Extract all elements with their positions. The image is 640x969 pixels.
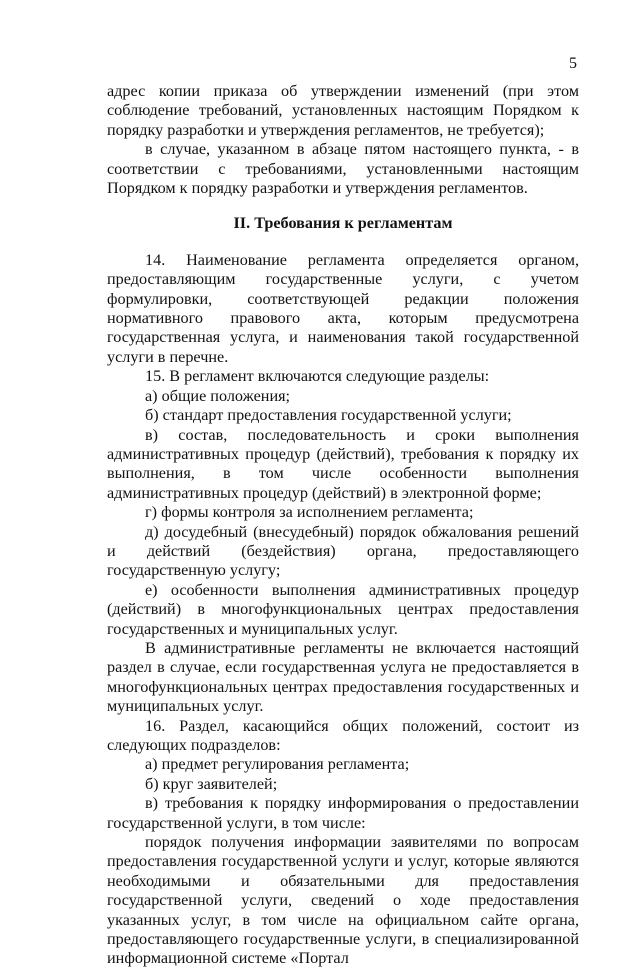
paragraph: в) состав, последовательность и сроки выполнения административных процедур (действий), требования к порядку их выполнения, в том числе особенности выполнения административных процедур (действий) в электронной форме; [107,425,579,502]
paragraph: порядок получения информации заявителями по вопросам предоставления государственной услуги и услуг, которые являются необходимыми и обязательными для предоставления государственной услуги, сведений о ходе предоставления указанных услуг, в том числе на официальном сайте органа, предоставляющего государственные услуги, в специализированной информационной системе «Портал [107,833,579,968]
paragraph: В административные регламенты не включается настоящий раздел в случае, если государственная услуга не предоставляется в многофункциональных центрах предоставления государственных и муниципальных услуг. [107,638,579,716]
paragraph: а) предмет регулирования регламента; [145,755,410,774]
paragraphs-before-section [107,82,579,198]
page-content [107,82,579,969]
paragraph: 15. В регламент включаются следующие разделы: [145,367,490,386]
paragraph: 16. Раздел, касающийся общих положений, состоит из следующих подразделов: [107,716,579,754]
section-title: II. Требования к регламентам [233,214,453,233]
paragraph: б) круг заявителей; [145,774,278,793]
paragraph: б) стандарт предоставления государственной услуги; [145,406,512,425]
paragraph: 14. Наименование регламента определяется органом, предоставляющим государственные услуги, с учетом формулировки, соответствующей редакции положения нормативного правового акта, которым предусмотрена государственная услуга, и наименования такой государственной услуги в перечне. [107,250,579,366]
page-number: 5 [569,55,577,72]
paragraph: в случае, указанном в абзаце пятом настоящего пункта, - в соответствии с требованиями, установленными настоящим Порядком к порядку разработки и утверждения регламентов. [107,140,579,198]
paragraph: в) требования к порядку информирования о предоставлении государственной услуги, в том числе: [107,794,579,832]
paragraph: г) формы контроля за исполнением регламента; [145,503,474,522]
paragraph: а) общие положения; [145,386,291,405]
paragraph: д) досудебный (внесудебный) порядок обжалования решений и действий (бездействия) органа, предоставляющего государственную услугу; [107,522,579,580]
paragraph: е) особенности выполнения административных процедур (действий) в многофункциональных центрах предоставления государственных и муниципальных услуг. [107,580,579,638]
paragraph: адрес копии приказа об утверждении изменений (при этом соблюдение требований, установленных настоящим Порядком к порядку разработки и утверждения регламентов, не требуется); [107,82,579,139]
paragraphs-after-section [107,251,579,969]
